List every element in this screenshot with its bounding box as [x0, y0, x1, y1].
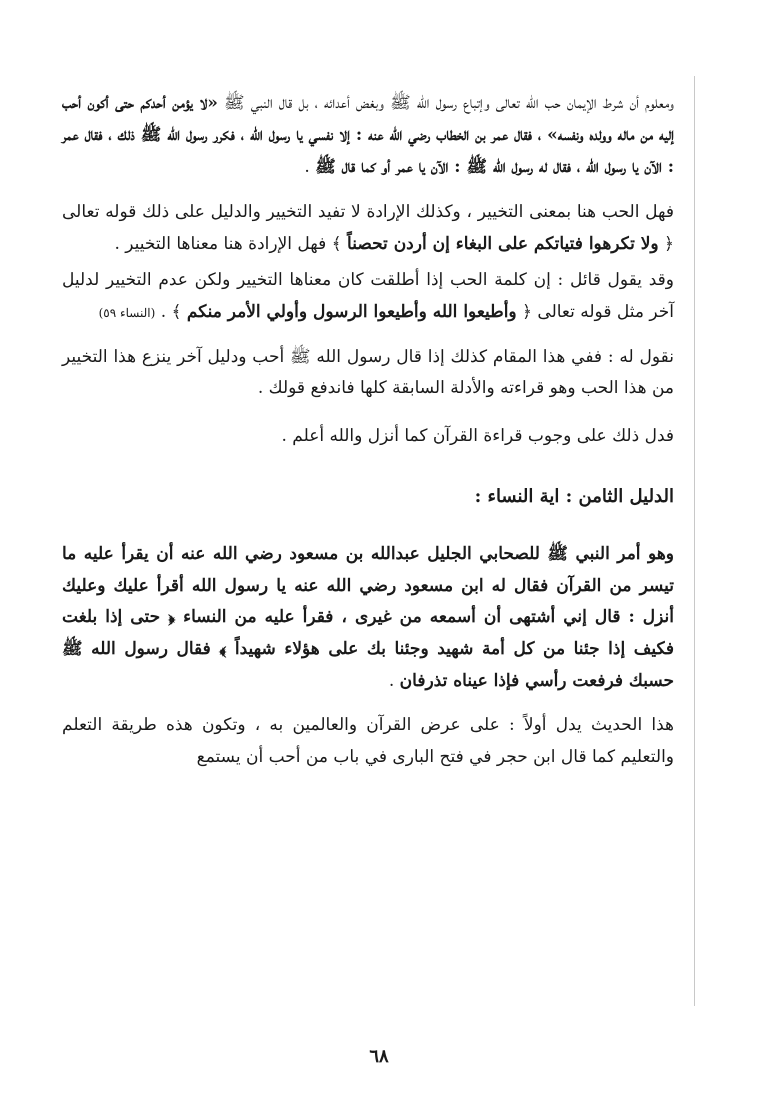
quran-verse-1: ولا تكرهوا فتياتكم على البغاء إن أردن تحصناً	[347, 234, 659, 255]
paragraph-6: وهو أمر النبي ﷺ للصحابي الجليل عبدالله بن مسعود رضي الله عنه أن يقرأ عليه ما تيسر من القرآن فقال له ابن مسعود رضي الله عنه يا رسول الله أقرأ عليك وعليك أنزل : قال إني أشتهى أن أسمعه من غيرى ، فقرأ عليه من النساء ﴿ حتى إذا بلغت فكيف إذا جئنا من كل أمة شهيد وجئنا بك على هؤلاء شهيداً ﴾ فقال رسول الله ﷺ حسبك فرفعت رأسي فإذا عيناه تذرفان .	[62, 543, 674, 691]
page-body	[62, 88, 674, 773]
paragraph-5: فدل ذلك على وجوب قراءة القرآن كما أنزل والله أعلم .	[281, 426, 674, 447]
paragraph-3: وقد يقول قائل : إن كلمة الحب إذا أطلقت كان معناها التخيير ولكن عدم التخيير لدليل آخر مثل قوله تعالى ﴿ وأطيعوا الله وأطيعوا الرسول وأولي الأمر منكم ﴾ . (النساء ٥٩)	[62, 269, 674, 322]
paragraph-4: نقول له : ففي هذا المقام كذلك إذا قال رسول الله ﷺ أحب ودليل آخر ينزع هذا التخيير من هذا الحب وهو قراءته والأدلة السابقة كلها فاندفع قولك .	[62, 346, 674, 399]
section-heading: الدليل الثامن : اية النساء :	[474, 485, 674, 507]
quran-verse-2: وأطيعوا الله وأطيعوا الرسول وأولي الأمر منكم	[186, 301, 517, 322]
paragraph-7: هذا الحديث يدل أولاً : على عرض القرآن والعالمين به ، وتكون هذه طريقة التعلم والتعليم كما قال ابن حجر في فتح البارى في باب من أحب أن يستمع	[62, 714, 674, 767]
paragraph-1: ومعلوم أن شرط الإيمان حب الله تعالى وإتباع رسول الله ﷺ وبغض أعدائه ، بل قال النبي ﷺ «لا يؤمن أحدكم حتى أكون أحب إليه من ماله وولده ونفسه» ، فقال عمر بن الخطاب رضي الله عنه : إلا نفسي يا رسول الله ، فكرر رسول الله ﷺ ذلك ، فقال عمر : الآن يا رسول الله ، فقال له رسول الله ﷺ : الآن يا عمر أو كما قال ﷺ .	[62, 93, 674, 177]
hadith-text: «لا يؤمن أحدكم حتى أكون أحب إليه من ماله وولده ونفسه» ، فقال عمر بن الخطاب رضي الله عنه : إلا نفسي يا رسول الله ، فكرر رسول الله ﷺ ذلك ، فقال عمر : الآن يا رسول الله ، فقال له رسول الله ﷺ : الآن يا عمر أو كما قال ﷺ	[62, 93, 674, 177]
paragraph-2: فهل الحب هنا بمعنى التخيير ، وكذلك الإرادة لا تفيد التخيير والدليل على ذلك قوله تعالى ﴿ ولا تكرهوا فتياتكم على البغاء إن أردن تحصناً ﴾ فهل الإرادة هنا معناها التخيير .	[62, 202, 674, 255]
margin-rule	[694, 76, 695, 1006]
paragraph-1-intro: ومعلوم أن شرط الإيمان حب الله تعالى وإتباع رسول الله ﷺ وبغض أعدائه ، بل قال النبي ﷺ	[217, 93, 674, 113]
hadith-narration: وهو أمر النبي ﷺ للصحابي الجليل عبدالله بن مسعود رضي الله عنه أن يقرأ عليه ما تيسر من القرآن فقال له ابن مسعود رضي الله عنه يا رسول الله أقرأ عليك وعليك أنزل : قال إني أشتهى أن أسمعه من غيرى ، فقرأ عليه من النساء ﴿ حتى إذا بلغت فكيف إذا جئنا من كل أمة شهيد وجئنا بك على هؤلاء شهيداً ﴾ فقال رسول الله ﷺ حسبك فرفعت رأسي فإذا عيناه تذرفان	[62, 543, 674, 691]
page-number: ٦٨	[369, 1046, 389, 1067]
verse-reference: (النساء ٥٩)	[98, 305, 156, 320]
